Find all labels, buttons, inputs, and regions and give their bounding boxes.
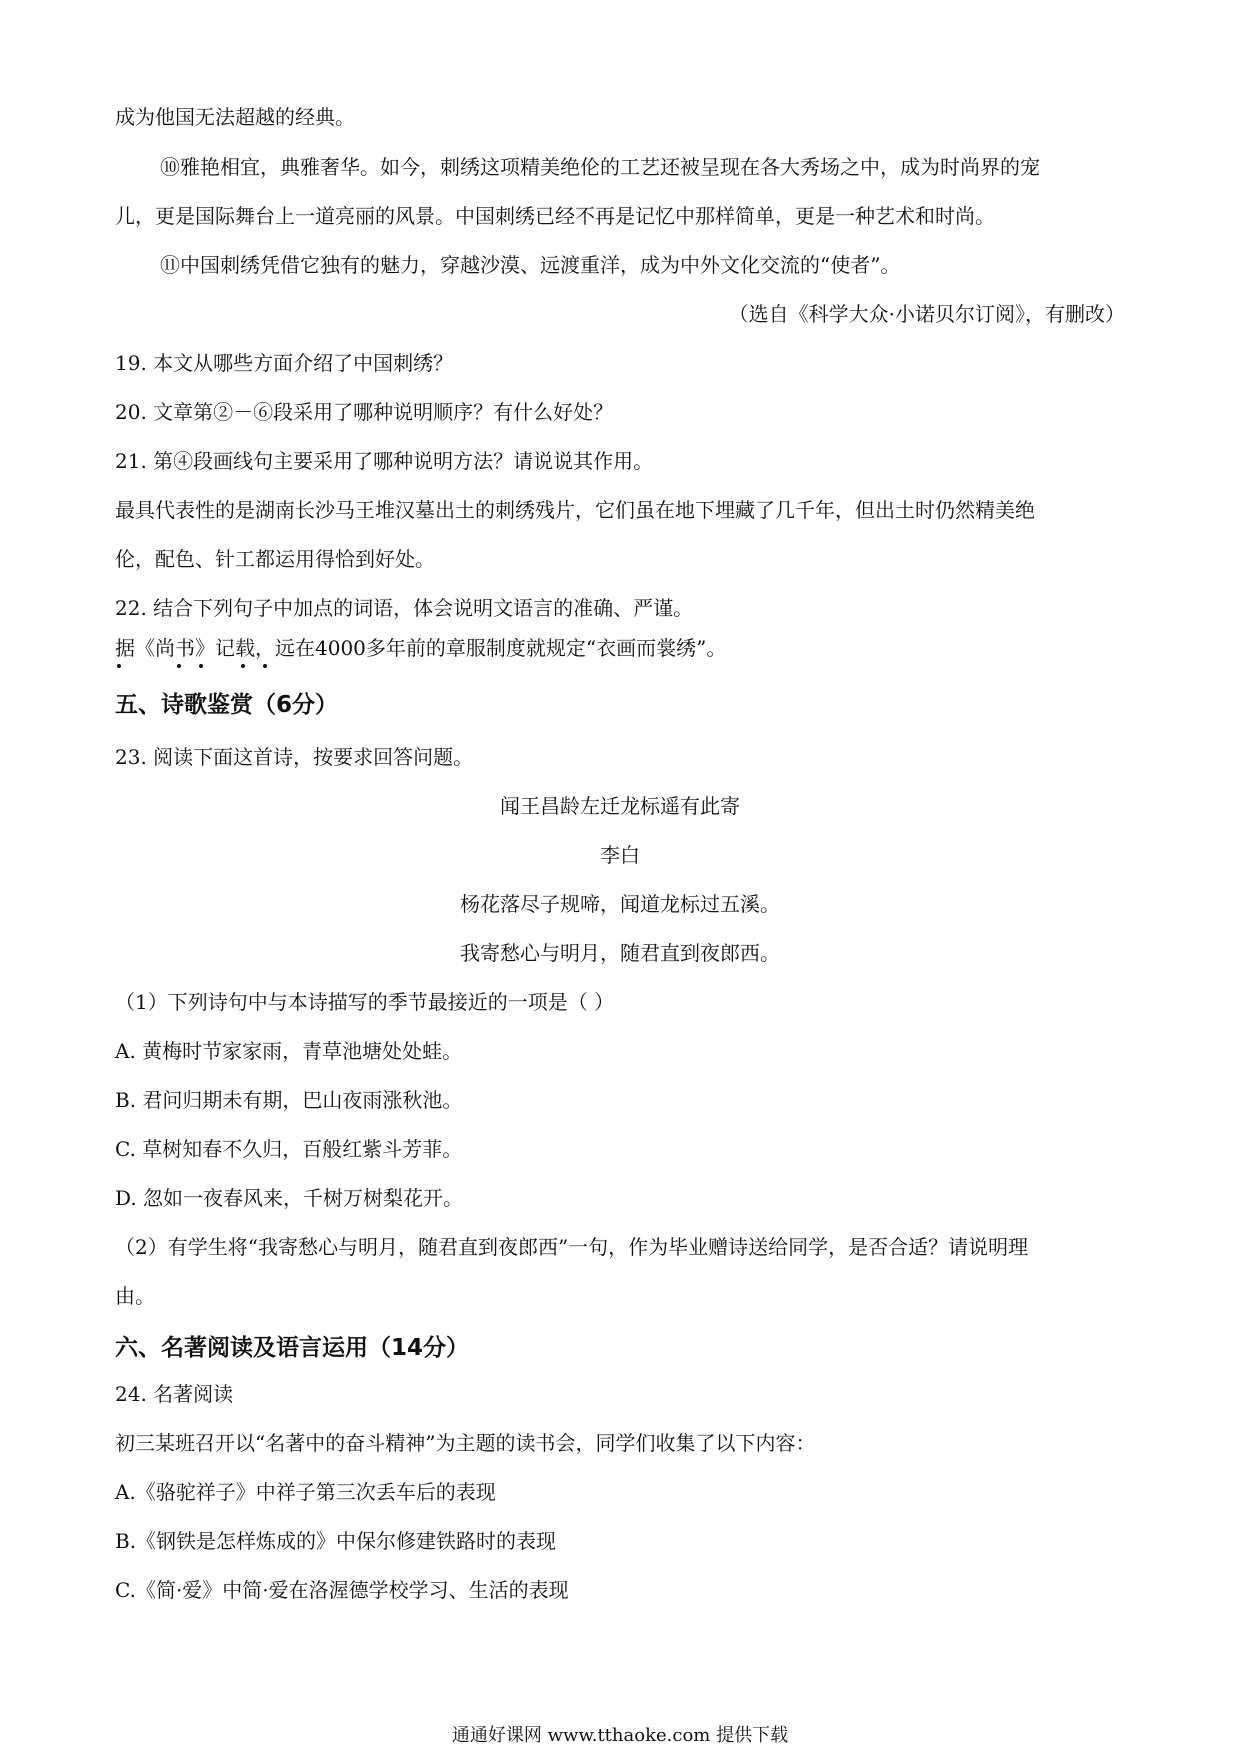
emphasis-dot [241,664,245,668]
option-c: C. 草树知春不久归，百般红紫斗芳菲。 [115,1137,463,1161]
paragraph-10-line-2: 儿，更是国际舞台上一道亮丽的风景。中国刺绣已经不再是记忆中那样简单，更是一种艺术和时尚。 [115,204,995,228]
item-b: B.《钢铁是怎样炼成的》中保尔修建铁路时的表现 [115,1529,557,1553]
question-24: 24. 名著阅读 [115,1382,234,1406]
poem-author: 李白 [600,843,640,867]
passage-line-end: 成为他国无法超越的经典。 [115,105,355,129]
section-5-heading: 五、诗歌鉴赏（6分） [115,692,339,718]
question-23: 23. 阅读下面这首诗，按要求回答问题。 [115,745,474,769]
reading-intro: 初三某班召开以“名著中的奋斗精神”为主题的读书会，同学们收集了以下内容： [115,1431,816,1455]
question-21-quote-line-1: 最具代表性的是湖南长沙马王堆汉墓出土的刺绣残片，它们虽在地下埋藏了几千年，但出土时仍然精美绝 [115,498,1035,522]
question-19: 19. 本文从哪些方面介绍了中国刺绣？ [115,351,454,375]
emphasis-dot [117,664,121,668]
section-6-heading: 六、名著阅读及语言运用（14分） [115,1335,470,1361]
question-20: 20. 文章第②－⑥段采用了哪种说明顺序？有什么好处？ [115,400,614,424]
paragraph-11: ⑪中国刺绣凭借它独有的魅力，穿越沙漠、远渡重洋，成为中外文化交流的“使者”。 [160,253,901,277]
poem-title: 闻王昌龄左迁龙标遥有此寄 [500,794,740,818]
option-d: D. 忽如一夜春风来，千树万树梨花开。 [115,1186,464,1210]
option-b: B. 君问归期未有期，巴山夜雨涨秋池。 [115,1088,463,1112]
sub-question-1: （1）下列诗句中与本诗描写的季节最接近的一项是（ ） [115,990,615,1014]
emphasis-dot [177,664,181,668]
question-21-quote-line-2: 伦，配色、针工都运用得恰到好处。 [115,547,435,571]
item-a: A.《骆驼祥子》中祥子第三次丢车后的表现 [115,1480,496,1504]
emphasis-dot [199,664,203,668]
item-c: C.《简·爱》中简·爱在洛渥德学校学习、生活的表现 [115,1578,569,1602]
question-21: 21. 第④段画线句主要采用了哪种说明方法？请说说其作用。 [115,449,654,473]
emphasis-dot [263,664,267,668]
footer-text: 通通好课网 www.tthaoke.com 提供下载 [451,1725,789,1746]
emphasis-dots [115,664,335,674]
sub-question-2-line-2: 由。 [115,1284,155,1308]
question-22-quote: 据《尚书》记载，远在4000多年前的章服制度就规定“衣画而裳绣”。 [115,636,727,660]
poem-line-1: 杨花落尽子规啼，闻道龙标过五溪。 [460,892,780,916]
option-a: A. 黄梅时节家家雨，青草池塘处处蛙。 [115,1039,463,1063]
paragraph-10-line-1: ⑩雅艳相宜，典雅奢华。如今，刺绣这项精美绝伦的工艺还被呈现在各大秀场之中，成为时尚界的宠 [160,155,1040,179]
poem-line-2: 我寄愁心与明月，随君直到夜郎西。 [460,941,780,965]
question-22: 22. 结合下列句子中加点的词语，体会说明文语言的准确、严谨。 [115,596,694,620]
source-citation: （选自《科学大众·小诺贝尔订阅》，有删改） [728,302,1125,326]
sub-question-2-line-1: （2）有学生将“我寄愁心与明月，随君直到夜郎西”一句，作为毕业赠诗送给同学，是否合适？请说明理 [115,1235,1029,1259]
